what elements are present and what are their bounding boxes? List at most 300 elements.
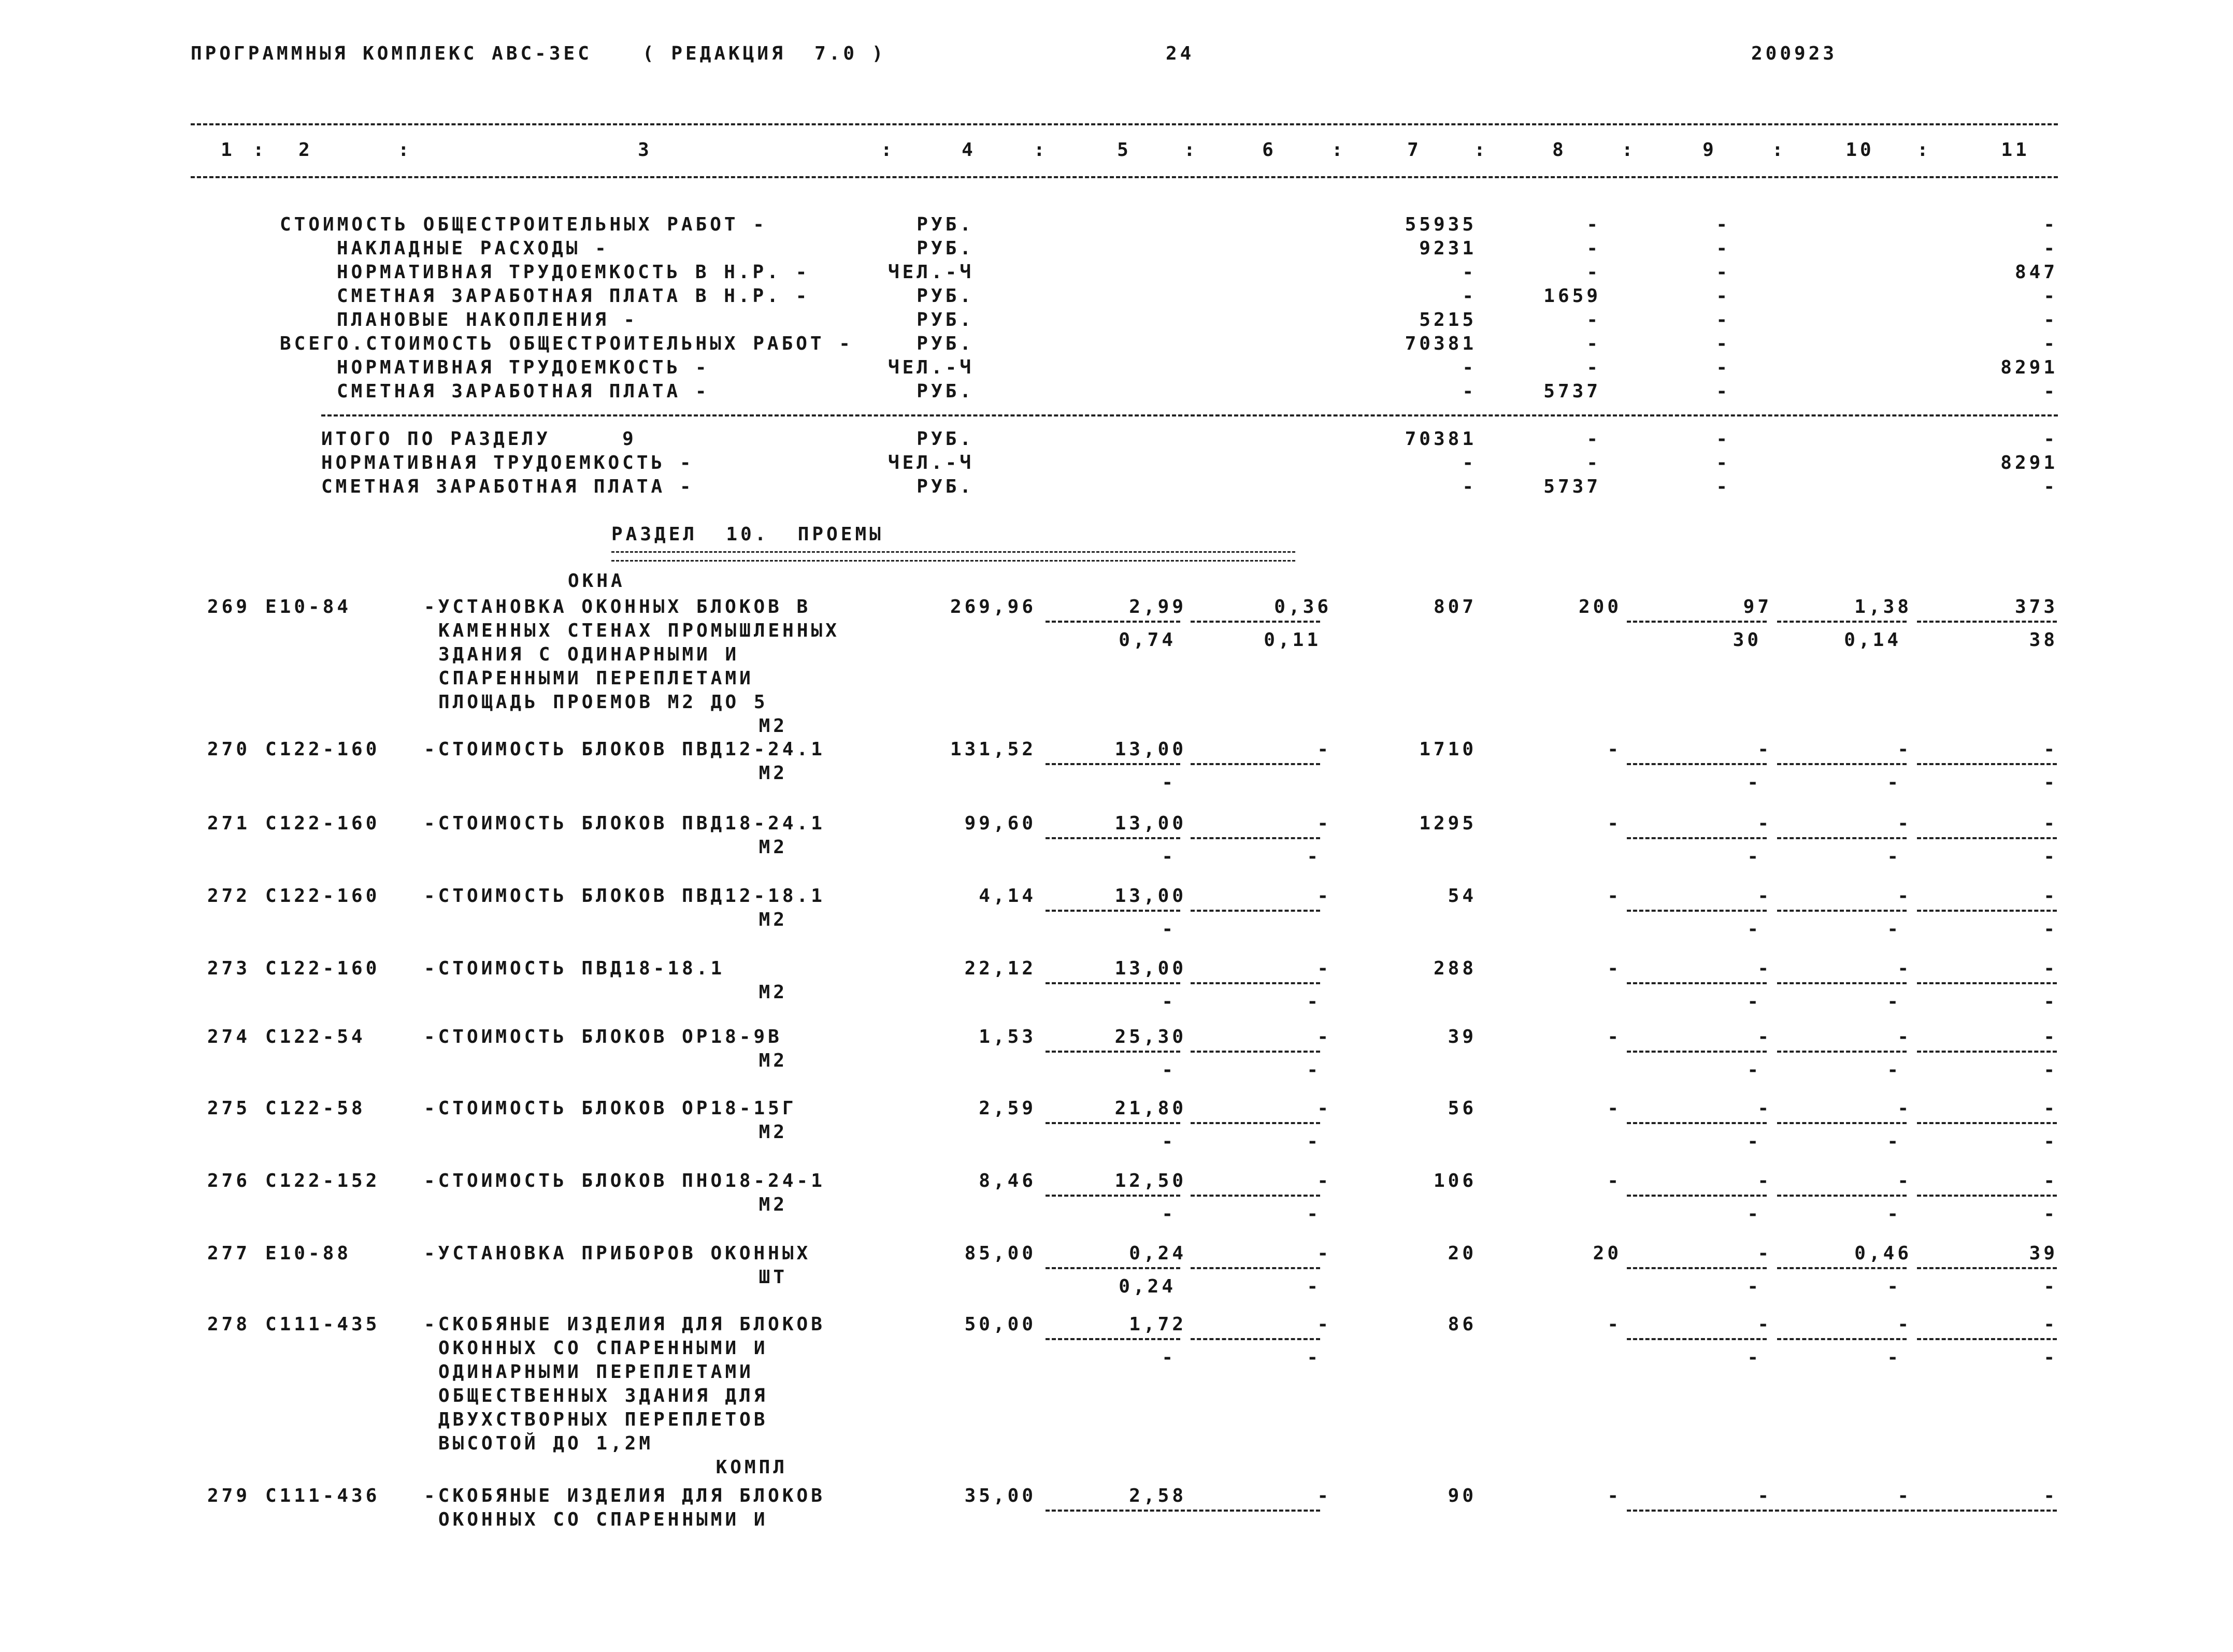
totals-col7: 70381 [1405,428,1477,450]
summary-unit: РУБ. [917,285,974,307]
item-description-line: -УСТАНОВКА ПРИБОРОВ ОКОННЫХ [424,1243,811,1264]
column-number: 3 [638,139,652,161]
item-c10: - [1897,1098,1912,1119]
item-rule-col9 [1627,1122,1767,1124]
column-separator: : [1474,139,1488,161]
item-c7: 54 [1448,885,1477,907]
item-code: С122-160 [265,958,380,979]
item-c9: - [1757,813,1772,834]
item-c10: - [1897,1485,1912,1506]
item-code: С122-160 [265,885,380,907]
column-separator: : [1034,139,1048,161]
item-rule-col10 [1777,910,1907,912]
item-c8: - [1607,1170,1622,1191]
item-number: 274 [207,1026,251,1047]
item-c5b: - [1162,1131,1176,1152]
summary-unit: РУБ. [917,333,974,354]
item-c11b: - [2043,772,2058,793]
item-code: С111-435 [265,1314,380,1335]
item-quantity: 99,60 [964,813,1036,834]
table-top-rule [191,123,2058,125]
totals-label: НОРМАТИВНАЯ ТРУДОЕМКОСТЬ - [321,452,694,473]
item-c5b: - [1162,991,1176,1012]
item-c5: 1,72 [1129,1314,1186,1335]
item-c6b: - [1307,1203,1321,1225]
item-c8: - [1607,885,1622,907]
item-number: 278 [207,1314,251,1335]
item-c11b: 38 [2029,629,2058,651]
summary-label: СМЕТНАЯ ЗАРАБОТНАЯ ПЛАТА - [337,381,710,402]
item-c6: - [1317,1026,1332,1047]
item-rule-col10 [1777,1122,1907,1124]
item-c10b: - [1887,918,1901,940]
totals-label: СМЕТНАЯ ЗАРАБОТНАЯ ПЛАТА - [321,476,694,497]
item-c7: 288 [1433,958,1477,979]
column-header-rule [191,176,2058,178]
summary-col9: - [1716,381,1730,402]
item-c11b: - [2043,846,2058,867]
column-separator: : [253,139,267,161]
item-rule-col6 [1191,763,1320,765]
column-number: 8 [1552,139,1567,161]
item-c6: - [1317,1314,1332,1335]
summary-col11: - [2043,333,2058,354]
item-description-line: -СТОИМОСТЬ БЛОКОВ ПВД12-24.1 [424,739,825,760]
item-description-line: ОКОННЫХ СО СПАРЕННЫМИ И [438,1509,768,1530]
item-rule-col5 [1046,621,1180,623]
item-unit: М2 [758,837,788,858]
item-c11b: - [2043,1059,2058,1081]
item-c6b: - [1307,1276,1321,1297]
item-rule-col11 [1917,1195,2057,1197]
summary-col9: - [1716,357,1730,378]
item-unit: М2 [758,1050,788,1071]
item-rule-col10 [1777,837,1907,839]
item-c11: - [2043,813,2058,834]
item-unit: М2 [758,763,788,784]
item-c6: - [1317,1243,1332,1264]
item-c9: - [1757,958,1772,979]
item-c5b: 0,24 [1119,1276,1176,1297]
item-quantity: 2,59 [979,1098,1036,1119]
item-c7: 1295 [1419,813,1477,834]
item-description-line: -СТОИМОСТЬ БЛОКОВ ПВД12-18.1 [424,885,825,907]
column-separator: : [1917,139,1931,161]
item-rule-col10 [1777,763,1907,765]
item-c7: 39 [1448,1026,1477,1047]
summary-col9: - [1716,309,1730,331]
totals-col7: - [1462,476,1477,497]
item-c6b: - [1307,846,1321,867]
item-c6b: - [1307,1131,1321,1152]
item-quantity: 131,52 [950,739,1036,760]
item-number: 270 [207,739,251,760]
item-number: 277 [207,1243,251,1264]
item-description-line: -СТОИМОСТЬ БЛОКОВ ОР18-15Г [424,1098,797,1119]
item-description-line: КАМЕННЫХ СТЕНАХ ПРОМЫШЛЕННЫХ [438,620,840,641]
item-c5b: - [1162,846,1176,867]
item-rule-col5 [1046,910,1180,912]
item-c11: 39 [2029,1243,2058,1264]
item-rule-col6 [1191,837,1320,839]
item-c8: 200 [1578,596,1622,617]
item-unit: М2 [758,982,788,1003]
item-c9b: 30 [1733,629,1762,651]
item-c6: - [1317,1170,1332,1191]
totals-col8: 5737 [1543,476,1601,497]
column-number: 9 [1702,139,1717,161]
summary-col11: 847 [2014,262,2058,283]
item-c11: - [2043,1170,2058,1191]
item-c6b: 0,11 [1264,629,1321,651]
item-c7: 807 [1433,596,1477,617]
item-c6: - [1317,885,1332,907]
item-c10b: - [1887,1131,1901,1152]
summary-col7: 70381 [1405,333,1477,354]
summary-label: НОРМАТИВНАЯ ТРУДОЕМКОСТЬ В Н.Р. - [337,262,810,283]
item-rule-col5 [1046,1267,1180,1269]
item-c10b: - [1887,1203,1901,1225]
item-number: 275 [207,1098,251,1119]
summary-col8: - [1586,262,1601,283]
item-c5: 2,58 [1129,1485,1186,1506]
item-c10: 1,38 [1854,596,1912,617]
item-rule-col11 [1917,1267,2057,1269]
item-rule-col11 [1917,1051,2057,1053]
item-c6b: - [1307,991,1321,1012]
item-rule-col6 [1191,1267,1320,1269]
column-separator: : [881,139,895,161]
item-rule-col9 [1627,763,1767,765]
summary-col7: - [1462,285,1477,307]
item-code: С122-54 [265,1026,366,1047]
column-separator: : [1332,139,1346,161]
item-unit: М2 [758,909,788,930]
totals-label: ИТОГО ПО РАЗДЕЛУ 9 [321,428,637,450]
item-c9b: - [1747,772,1762,793]
item-rule-col11 [1917,910,2057,912]
summary-col9: - [1716,333,1730,354]
item-number: 272 [207,885,251,907]
item-quantity: 1,53 [979,1026,1036,1047]
item-rule-col9 [1627,621,1767,623]
summary-col8: - [1586,333,1601,354]
item-rule-col9 [1627,837,1767,839]
item-c8: - [1607,1314,1622,1335]
item-c6: - [1317,813,1332,834]
item-description-line: ДВУХСТВОРНЫХ ПЕРЕПЛЕТОВ [438,1409,768,1430]
item-c9b: - [1747,1347,1762,1368]
item-number: 271 [207,813,251,834]
item-rule-col6 [1191,621,1320,623]
item-number: 273 [207,958,251,979]
item-code: С122-58 [265,1098,366,1119]
summary-col7: - [1462,262,1477,283]
totals-col7: - [1462,452,1477,473]
item-c9: - [1757,739,1772,760]
item-quantity: 22,12 [964,958,1036,979]
summary-label: СМЕТНАЯ ЗАРАБОТНАЯ ПЛАТА В Н.Р. - [337,285,810,307]
item-rule-col5 [1046,763,1180,765]
totals-col11: - [2043,428,2058,450]
item-rule-col11 [1917,1338,2057,1340]
item-number: 279 [207,1485,251,1506]
item-c8: - [1607,1026,1622,1047]
item-c8: - [1607,813,1622,834]
item-rule-col9 [1627,1338,1767,1340]
summary-unit: ЧЕЛ.-Ч [888,357,974,378]
item-c6b: - [1307,1059,1321,1081]
item-c6: - [1317,1098,1332,1119]
item-c9b: - [1747,918,1762,940]
item-number: 276 [207,1170,251,1191]
item-c5: 21,80 [1114,1098,1186,1119]
item-c9: - [1757,1314,1772,1335]
item-c10: - [1897,1026,1912,1047]
item-c6: - [1317,958,1332,979]
item-description-line: -СТОИМОСТЬ БЛОКОВ ПНО18-24-1 [424,1170,825,1191]
totals-col8: - [1586,428,1601,450]
item-c11: - [2043,1314,2058,1335]
summary-col7: 5215 [1419,309,1477,331]
item-description-line: -СКОБЯНЫЕ ИЗДЕЛИЯ ДЛЯ БЛОКОВ [424,1485,825,1506]
item-c10: - [1897,1314,1912,1335]
edition-label: ( РЕДАКЦИЯ 7.0 ) [642,43,886,64]
summary-rule [321,414,2058,416]
item-c6: 0,36 [1274,596,1332,617]
item-c5b: - [1162,772,1176,793]
item-c11b: - [2043,991,2058,1012]
summary-label: ПЛАНОВЫЕ НАКОПЛЕНИЯ - [337,309,638,331]
item-c6b: - [1307,1347,1321,1368]
item-c8: - [1607,1485,1622,1506]
summary-col7: - [1462,357,1477,378]
item-unit: ШТ [758,1267,788,1288]
item-c10: - [1897,813,1912,834]
item-c8: 20 [1593,1243,1622,1264]
item-unit: М2 [758,1122,788,1143]
column-number: 1 [221,139,235,161]
item-rule-col10 [1777,1195,1907,1197]
item-quantity: 50,00 [964,1314,1036,1335]
summary-col8: - [1586,238,1601,259]
item-rule-col5 [1046,1122,1180,1124]
item-rule-col5 [1046,837,1180,839]
totals-col9: - [1716,452,1730,473]
item-c7: 86 [1448,1314,1477,1335]
item-unit: М2 [758,715,788,737]
item-c9b: - [1747,1059,1762,1081]
item-c9: - [1757,1098,1772,1119]
item-c11b: - [2043,1347,2058,1368]
item-rule-col6 [1191,982,1320,984]
item-c5: 25,30 [1114,1026,1186,1047]
summary-col9: - [1716,262,1730,283]
item-description-line: ВЫСОТОЙ ДО 1,2М [438,1433,654,1454]
item-unit: КОМПЛ [715,1457,788,1478]
page-number: 24 [1166,43,1195,64]
item-c9: - [1757,1026,1772,1047]
item-c7: 56 [1448,1098,1477,1119]
item-description-line: -СТОИМОСТЬ ПВД18-18.1 [424,958,725,979]
summary-col9: - [1716,285,1730,307]
item-description-line: -УСТАНОВКА ОКОННЫХ БЛОКОВ В [424,596,811,617]
item-number: 269 [207,596,251,617]
summary-col9: - [1716,214,1730,235]
item-c10: 0,46 [1854,1243,1912,1264]
totals-unit: РУБ. [917,476,974,497]
item-quantity: 269,96 [950,596,1036,617]
item-code: С122-160 [265,739,380,760]
item-c10: - [1897,1170,1912,1191]
column-separator: : [1622,139,1636,161]
item-rule-col10 [1777,982,1907,984]
item-c11: - [2043,958,2058,979]
column-separator: : [398,139,412,161]
item-rule-col10 [1777,1338,1907,1340]
item-rule-col5 [1046,1195,1180,1197]
item-c5b: - [1162,1059,1176,1081]
item-c11b: - [2043,1276,2058,1297]
item-c10b: - [1887,1347,1901,1368]
item-c11: - [2043,1485,2058,1506]
summary-col8: 1659 [1543,285,1601,307]
item-c5: 13,00 [1114,739,1186,760]
totals-unit: ЧЕЛ.-Ч [888,452,974,473]
item-code: С122-160 [265,813,380,834]
item-c11b: - [2043,918,2058,940]
column-separator: : [1184,139,1198,161]
column-number: 10 [1845,139,1874,161]
item-rule-col6 [1191,1051,1320,1053]
item-rule-col9 [1627,1051,1767,1053]
summary-label: НАКЛАДНЫЕ РАСХОДЫ - [337,238,609,259]
totals-col11: 8291 [2000,452,2058,473]
item-c6: - [1317,739,1332,760]
item-rule-col9 [1627,1267,1767,1269]
item-rule-col6 [1191,1338,1320,1340]
summary-unit: РУБ. [917,214,974,235]
section-title: РАЗДЕЛ 10. ПРОЕМЫ [611,524,884,545]
item-c5: 13,00 [1114,958,1186,979]
item-code: Е10-88 [265,1243,352,1264]
summary-col11: - [2043,381,2058,402]
summary-col11: - [2043,214,2058,235]
item-description-line: -СТОИМОСТЬ БЛОКОВ ПВД18-24.1 [424,813,825,834]
item-rule-col5 [1046,1510,1320,1512]
item-rule-col9 [1627,910,1767,912]
summary-unit: РУБ. [917,309,974,331]
summary-col7: 9231 [1419,238,1477,259]
summary-unit: РУБ. [917,381,974,402]
column-number: 11 [2001,139,2030,161]
item-c9b: - [1747,1203,1762,1225]
summary-col11: 8291 [2000,357,2058,378]
summary-col7: - [1462,381,1477,402]
item-c9: - [1757,1485,1772,1506]
item-c10b: 0,14 [1844,629,1901,651]
item-c5b: - [1162,918,1176,940]
summary-col11: - [2043,309,2058,331]
summary-label: ВСЕГО.СТОИМОСТЬ ОБЩЕСТРОИТЕЛЬНЫХ РАБОТ - [280,333,853,354]
item-rule-col11 [1917,763,2057,765]
section-title-underline [611,551,1295,562]
item-quantity: 85,00 [964,1243,1036,1264]
item-c9b: - [1747,1276,1762,1297]
item-quantity: 4,14 [979,885,1036,907]
totals-col8: - [1586,452,1601,473]
column-number: 4 [962,139,976,161]
item-c9: - [1757,1243,1772,1264]
item-rule-col10 [1777,621,1907,623]
item-c9: - [1757,1170,1772,1191]
item-rule-col9 [1627,1195,1767,1197]
item-c6: - [1317,1485,1332,1506]
item-code: Е10-84 [265,596,352,617]
item-c10b: - [1887,772,1901,793]
item-rule-col5 [1046,1051,1180,1053]
group-title: ОКНА [568,570,625,592]
item-c5: 13,00 [1114,813,1186,834]
summary-col8: 5737 [1543,381,1601,402]
totals-col9: - [1716,476,1730,497]
item-c8: - [1607,739,1622,760]
item-description-line: ЗДАНИЯ С ОДИНАРНЫМИ И [438,644,740,665]
item-c7: 106 [1433,1170,1477,1191]
item-c10: - [1897,885,1912,907]
summary-unit: ЧЕЛ.-Ч [888,262,974,283]
item-c9b: - [1747,1131,1762,1152]
item-code: С111-436 [265,1485,380,1506]
summary-col11: - [2043,285,2058,307]
item-c7: 90 [1448,1485,1477,1506]
column-separator: : [1772,139,1786,161]
summary-col7: 55935 [1405,214,1477,235]
item-rule-col11 [1917,1122,2057,1124]
totals-col11: - [2043,476,2058,497]
item-c5b: - [1162,1203,1176,1225]
item-rule-col11 [1917,982,2057,984]
summary-col8: - [1586,357,1601,378]
totals-unit: РУБ. [917,428,974,450]
column-number: 2 [298,139,313,161]
item-rule-col5 [1046,1338,1180,1340]
item-c11: - [2043,739,2058,760]
summary-col8: - [1586,214,1601,235]
item-c8: - [1607,1098,1622,1119]
item-c5: 13,00 [1114,885,1186,907]
item-c7: 20 [1448,1243,1477,1264]
column-number: 6 [1262,139,1277,161]
program-title: ПРОГРАММНЫЯ КОМПЛЕКС АВС-ЗЕС [191,43,592,64]
item-c11: - [2043,1026,2058,1047]
item-c5: 0,24 [1129,1243,1186,1264]
item-description-line: -СТОИМОСТЬ БЛОКОВ ОР18-9В [424,1026,782,1047]
item-c5: 2,99 [1129,596,1186,617]
item-c8: - [1607,958,1622,979]
item-c11: 373 [2014,596,2058,617]
item-description-line: СПАРЕННЫМИ ПЕРЕПЛЕТАМИ [438,668,754,689]
document-code: 200923 [1751,43,1838,64]
item-c10: - [1897,958,1912,979]
item-code: С122-152 [265,1170,380,1191]
item-rule-col11 [1917,621,2057,623]
item-c9b: - [1747,991,1762,1012]
item-quantity: 35,00 [964,1485,1036,1506]
item-c9b: - [1747,846,1762,867]
column-number: 5 [1117,139,1132,161]
item-c5: 12,50 [1114,1170,1186,1191]
